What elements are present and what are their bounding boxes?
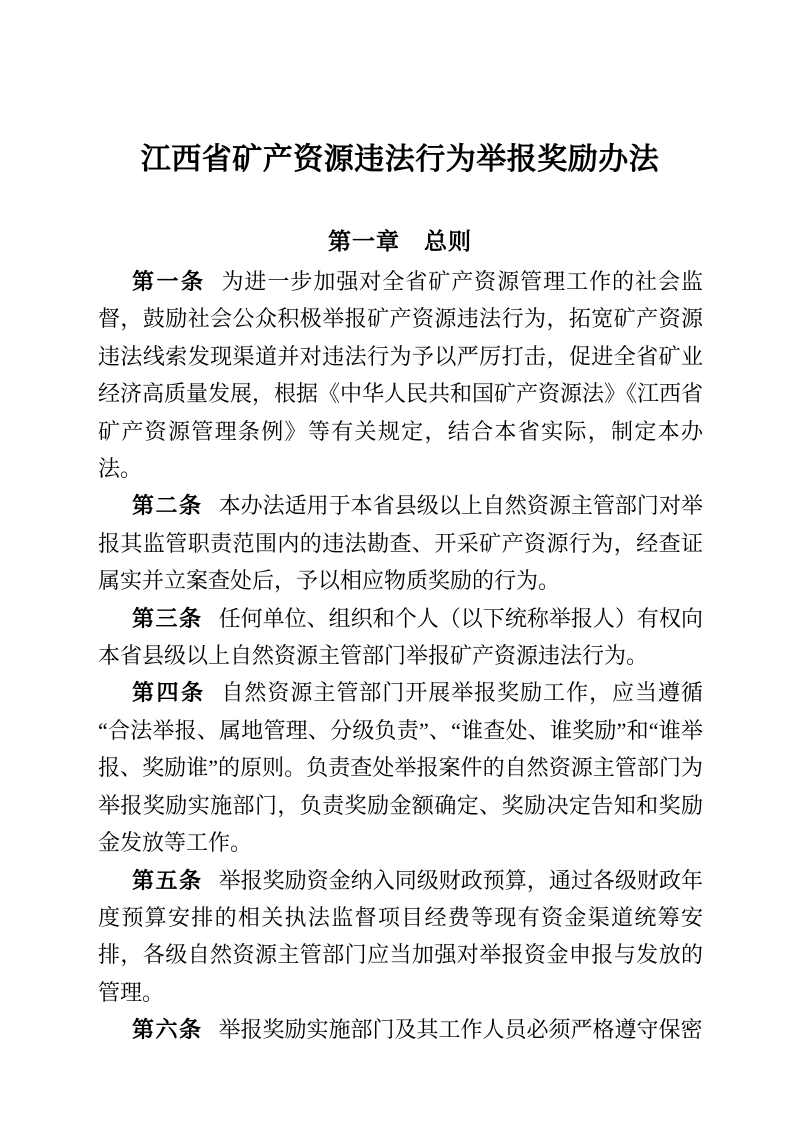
article-4-text: 自然资源主管部门开展举报奖励工作，应当遵循“合法举报、属地管理、分级负责”、“谁查处、谁奖励”和“谁举报、奖励谁”的原则。负责查处举报案件的自然资源主管部门为举报奖励实施部门，负责奖励金额确定、奖励决定告知和奖励金发放等工作。 <box>98 680 703 856</box>
document-title: 江西省矿产资源违法行为举报奖励办法 <box>140 143 660 176</box>
document-body <box>0 263 800 1049</box>
article-1-label: 第一条 <box>132 269 206 294</box>
article-6-label: 第六条 <box>132 1017 203 1043</box>
article-4-label: 第四条 <box>132 680 206 706</box>
article-1 <box>98 263 703 487</box>
article-3-text: 任何单位、组织和个人（以下统称举报人）有权向本省县级以上自然资源主管部门举报矿产资源违法行为。 <box>98 605 703 669</box>
article-2-text: 本办法适用于本省县级以上自然资源主管部门对举报其监管职责范围内的违法勘查、开采矿产资源行为，经查证属实并立案查处后，予以相应物质奖励的行为。 <box>98 493 703 594</box>
chapter-heading: 第一章 总则 <box>328 228 472 254</box>
article-1-text: 为进一步加强对全省矿产资源管理工作的社会监督，鼓励社会公众积极举报矿产资源违法行为，拓宽矿产资源违法线索发现渠道并对违法行为予以严厉打击，促进全省矿业经济高质量发展，根据《中华人民共和国矿产资源法》《江西省矿产资源管理条例》等有关规定，结合本省实际，制定本办法。 <box>98 269 704 482</box>
article-2 <box>98 487 703 599</box>
article-3-label: 第三条 <box>132 605 203 631</box>
article-5-label: 第五条 <box>132 867 203 893</box>
article-6 <box>98 1011 703 1048</box>
article-4 <box>98 674 703 861</box>
article-2-label: 第二条 <box>132 493 203 519</box>
article-6-text: 举报奖励实施部门及其工作人员必须严格遵守保密 <box>218 1017 703 1043</box>
article-5-text: 举报奖励资金纳入同级财政预算，通过各级财政年度预算安排的相关执法监督项目经费等现有资金渠道统筹安排，各级自然资源主管部门应当加强对举报资金申报与发放的管理。 <box>98 867 703 1005</box>
article-3 <box>98 600 703 675</box>
article-5 <box>98 862 703 1012</box>
